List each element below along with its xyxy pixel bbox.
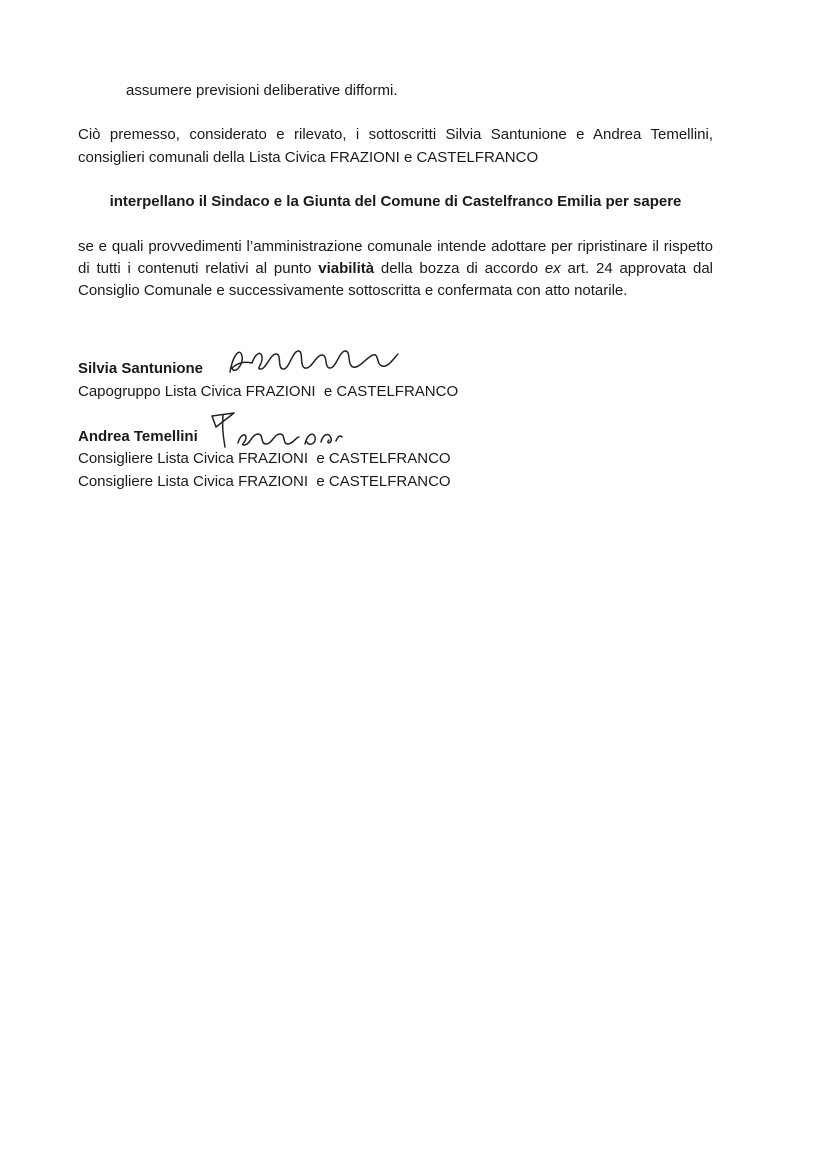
request-bold-viabilita: viabilità bbox=[318, 260, 375, 278]
request-text-part3: art. 24 approvata dal Consiglio Comunale e successivamente sottoscritta e confermata con atto notarile. bbox=[78, 260, 713, 300]
intro-continuation-line: assumere previsioni deliberative difformi. bbox=[126, 82, 398, 99]
request-text-part1: se e quali provvedimenti l’amministrazione comunale intende adottare per ripristinare il rispetto di tutti i contenuti relativi al punto bbox=[78, 237, 713, 278]
request-italic-ex: ex bbox=[544, 260, 561, 278]
request-paragraph bbox=[78, 236, 713, 303]
interpellation-heading: interpellano il Sindaco e la Giunta del Comune di Castelfranco Emilia per sapere bbox=[109, 193, 682, 211]
signature-block-andrea bbox=[78, 411, 713, 448]
silvia-santunione-signature bbox=[225, 339, 400, 383]
signatory-role-silvia: Capogruppo Lista Civica FRAZIONI e CASTELFRANCO bbox=[78, 382, 459, 400]
signatory-name-andrea: Andrea Temellini bbox=[78, 427, 198, 445]
signature-block-silvia bbox=[78, 339, 713, 381]
signatory-name-silvia: Silvia Santunione bbox=[78, 360, 204, 378]
signatory-role-andrea-1: Consigliere Lista Civica FRAZIONI e CASTELFRANCO bbox=[78, 450, 451, 468]
signatory-role-andrea-2: Consigliere Lista Civica FRAZIONI e CASTELFRANCO bbox=[78, 472, 451, 490]
request-text-part2: della bozza di accordo bbox=[374, 260, 545, 278]
premise-paragraph: Ciò premesso, considerato e rilevato, i sottoscritti Silvia Santunione e Andrea Temellini, consiglieri comunali della Lista Civica FRAZIONI e CASTELFRANCO bbox=[78, 126, 713, 166]
andrea-temellini-signature bbox=[208, 411, 343, 451]
